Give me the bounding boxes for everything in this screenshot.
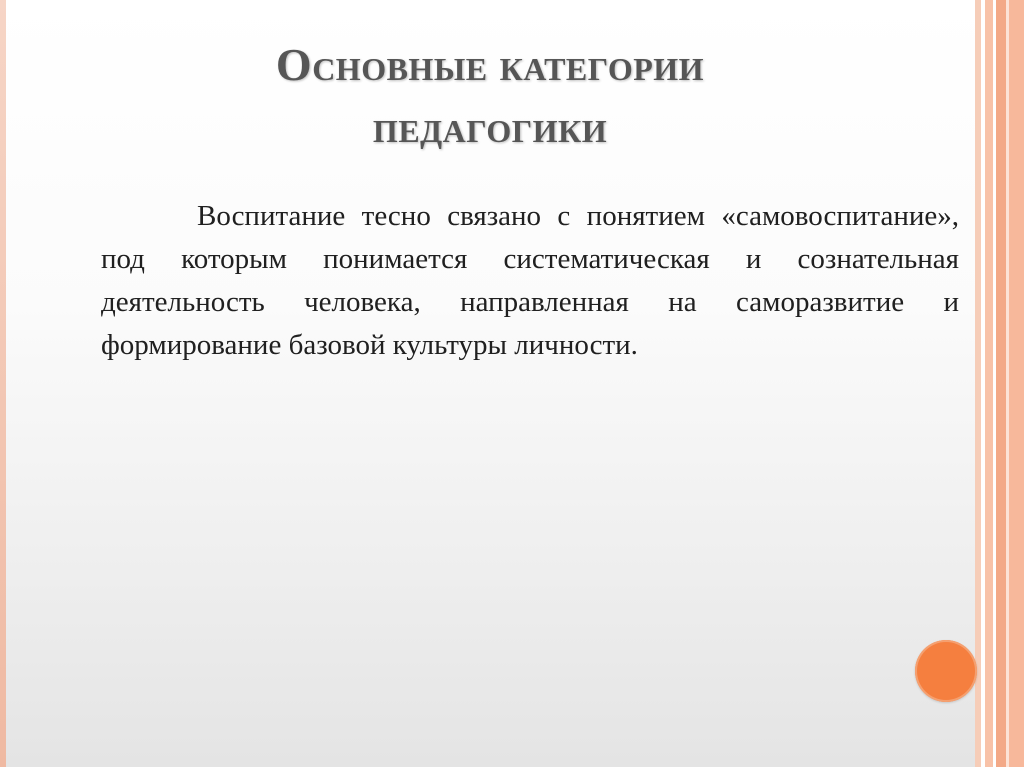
slide-title [130, 34, 850, 158]
right-stripe [996, 0, 1006, 767]
slide-title-line-2: педагогики [372, 101, 608, 152]
orange-circle-icon [915, 640, 977, 702]
right-stripe [1009, 0, 1024, 767]
left-edge-stripe [0, 0, 6, 767]
slide-title-line-1: Основные категории [275, 39, 705, 90]
right-stripe [985, 0, 993, 767]
slide-body-text: Воспитание тесно связано с понятием «самовоспитание», под которым понимается систематическая и сознательная деятельность человека, направленная на саморазвитие и формирование базовой культуры личности. [101, 200, 959, 361]
